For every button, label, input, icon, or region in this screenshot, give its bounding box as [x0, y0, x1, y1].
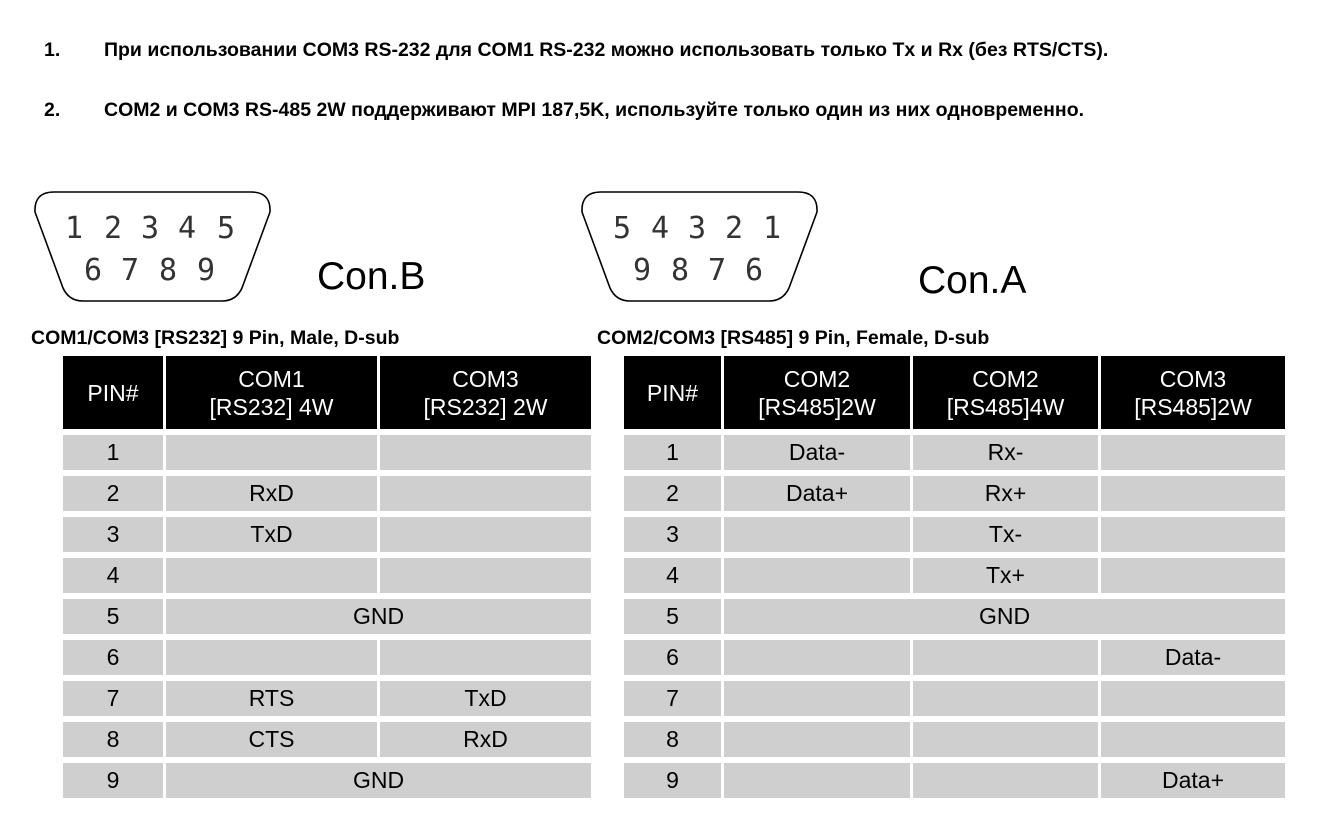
pin-number-label: 9	[196, 253, 216, 288]
gnd-cell: GND	[166, 593, 591, 634]
table-row	[63, 716, 591, 757]
signal-cell	[1101, 470, 1285, 511]
pin-column-header: PIN#	[624, 356, 724, 429]
com1-column-header: COM1 [RS232] 4W	[166, 356, 380, 429]
pin-cell: 7	[63, 675, 166, 716]
pin-cell: 5	[624, 593, 724, 634]
table-row	[624, 675, 1285, 716]
pin-number-label: 6	[83, 253, 103, 288]
pin-number-label: 7	[120, 253, 140, 288]
pin-number-label: 2	[103, 211, 123, 246]
signal-cell	[1101, 675, 1285, 716]
com2-4w-column-header: COM2 [RS485]4W	[913, 356, 1101, 429]
signal-cell	[724, 634, 913, 675]
table-header-row	[624, 356, 1285, 429]
signal-cell	[1101, 429, 1285, 470]
table-row	[63, 634, 591, 675]
pin-number-label: 7	[707, 253, 727, 288]
signal-cell	[724, 675, 913, 716]
signal-cell	[166, 429, 380, 470]
pin-column-header: PIN#	[63, 356, 166, 429]
pin-cell: 6	[624, 634, 724, 675]
signal-cell	[724, 716, 913, 757]
signal-cell: CTS	[166, 716, 380, 757]
pin-number-label: 5	[216, 211, 236, 246]
signal-cell	[166, 552, 380, 593]
signal-cell	[166, 634, 380, 675]
note-number: 1.	[44, 39, 61, 61]
pin-cell: 8	[624, 716, 724, 757]
connector-a-diagram	[577, 188, 822, 306]
signal-cell	[380, 634, 591, 675]
signal-cell	[1101, 552, 1285, 593]
signal-cell: Rx+	[913, 470, 1101, 511]
signal-cell	[380, 429, 591, 470]
connector-b-label: Con.B	[317, 255, 426, 298]
pin-cell: 2	[63, 470, 166, 511]
signal-cell: RxD	[166, 470, 380, 511]
table-row	[63, 429, 591, 470]
table-row	[624, 511, 1285, 552]
pin-number-label: 2	[724, 211, 744, 246]
pin-cell: 4	[624, 552, 724, 593]
signal-cell	[1101, 716, 1285, 757]
pin-number-label: 3	[687, 211, 707, 246]
signal-cell	[1101, 511, 1285, 552]
table-row	[624, 757, 1285, 798]
table-row	[63, 511, 591, 552]
note-text: При использовании COM3 RS-232 для COM1 RS-232 можно использовать только Tx и Rx (без RTS/CTS).	[104, 39, 1109, 61]
signal-cell	[380, 552, 591, 593]
pin-number-label: 4	[177, 211, 197, 246]
pin-cell: 1	[624, 429, 724, 470]
signal-cell: Data-	[1101, 634, 1285, 675]
table-row	[63, 552, 591, 593]
signal-cell	[913, 675, 1101, 716]
rs485-pin-table	[624, 356, 1285, 798]
table-row	[624, 634, 1285, 675]
pin-number-label: 5	[612, 211, 632, 246]
pin-number-label: 1	[64, 211, 84, 246]
signal-cell: RxD	[380, 716, 591, 757]
pin-cell: 9	[63, 757, 166, 798]
pin-cell: 6	[63, 634, 166, 675]
com2-2w-column-header: COM2 [RS485]2W	[724, 356, 913, 429]
connector-a-caption: COM2/COM3 [RS485] 9 Pin, Female, D-sub	[597, 327, 990, 349]
pin-number-label: 6	[744, 253, 764, 288]
signal-cell: Rx-	[913, 429, 1101, 470]
signal-cell	[913, 634, 1101, 675]
signal-cell: Data-	[724, 429, 913, 470]
signal-cell	[380, 511, 591, 552]
pin-number-label: 1	[762, 211, 782, 246]
pin-cell: 7	[624, 675, 724, 716]
signal-cell: RTS	[166, 675, 380, 716]
table-row	[624, 552, 1285, 593]
note-text: COM2 и COM3 RS-485 2W поддерживают MPI 187,5K, используйте только один из них одновременно.	[104, 99, 1085, 121]
signal-cell: Tx-	[913, 511, 1101, 552]
pin-cell: 9	[624, 757, 724, 798]
pin-number-label: 9	[632, 253, 652, 288]
signal-cell: TxD	[166, 511, 380, 552]
table-row	[624, 470, 1285, 511]
table-row	[63, 593, 591, 634]
pin-cell: 1	[63, 429, 166, 470]
connector-b-caption: COM1/COM3 [RS232] 9 Pin, Male, D-sub	[31, 327, 400, 349]
signal-cell: Data+	[1101, 757, 1285, 798]
pin-cell: 3	[63, 511, 166, 552]
pin-cell: 5	[63, 593, 166, 634]
signal-cell	[724, 757, 913, 798]
pin-number-label: 4	[650, 211, 670, 246]
connector-a-label: Con.A	[918, 259, 1027, 302]
pin-number-label: 3	[140, 211, 160, 246]
signal-cell: Tx+	[913, 552, 1101, 593]
signal-cell	[913, 716, 1101, 757]
table-header-row	[63, 356, 591, 429]
pin-number-label: 8	[158, 253, 178, 288]
signal-cell	[724, 552, 913, 593]
pin-cell: 2	[624, 470, 724, 511]
pin-cell: 8	[63, 716, 166, 757]
table-row	[624, 593, 1285, 634]
com3-2w-column-header: COM3 [RS485]2W	[1101, 356, 1285, 429]
gnd-cell: GND	[724, 593, 1285, 634]
pin-number-label: 8	[670, 253, 690, 288]
table-row	[624, 429, 1285, 470]
table-row	[624, 716, 1285, 757]
gnd-cell: GND	[166, 757, 591, 798]
rs232-pin-table	[63, 356, 591, 798]
com3-column-header: COM3 [RS232] 2W	[380, 356, 591, 429]
pin-cell: 4	[63, 552, 166, 593]
note-number: 2.	[44, 99, 61, 121]
signal-cell	[724, 511, 913, 552]
signal-cell	[913, 757, 1101, 798]
table-row	[63, 675, 591, 716]
signal-cell: Data+	[724, 470, 913, 511]
table-row	[63, 470, 591, 511]
pin-cell: 3	[624, 511, 724, 552]
connector-b-diagram	[30, 188, 275, 306]
signal-cell: TxD	[380, 675, 591, 716]
table-row	[63, 757, 591, 798]
signal-cell	[380, 470, 591, 511]
